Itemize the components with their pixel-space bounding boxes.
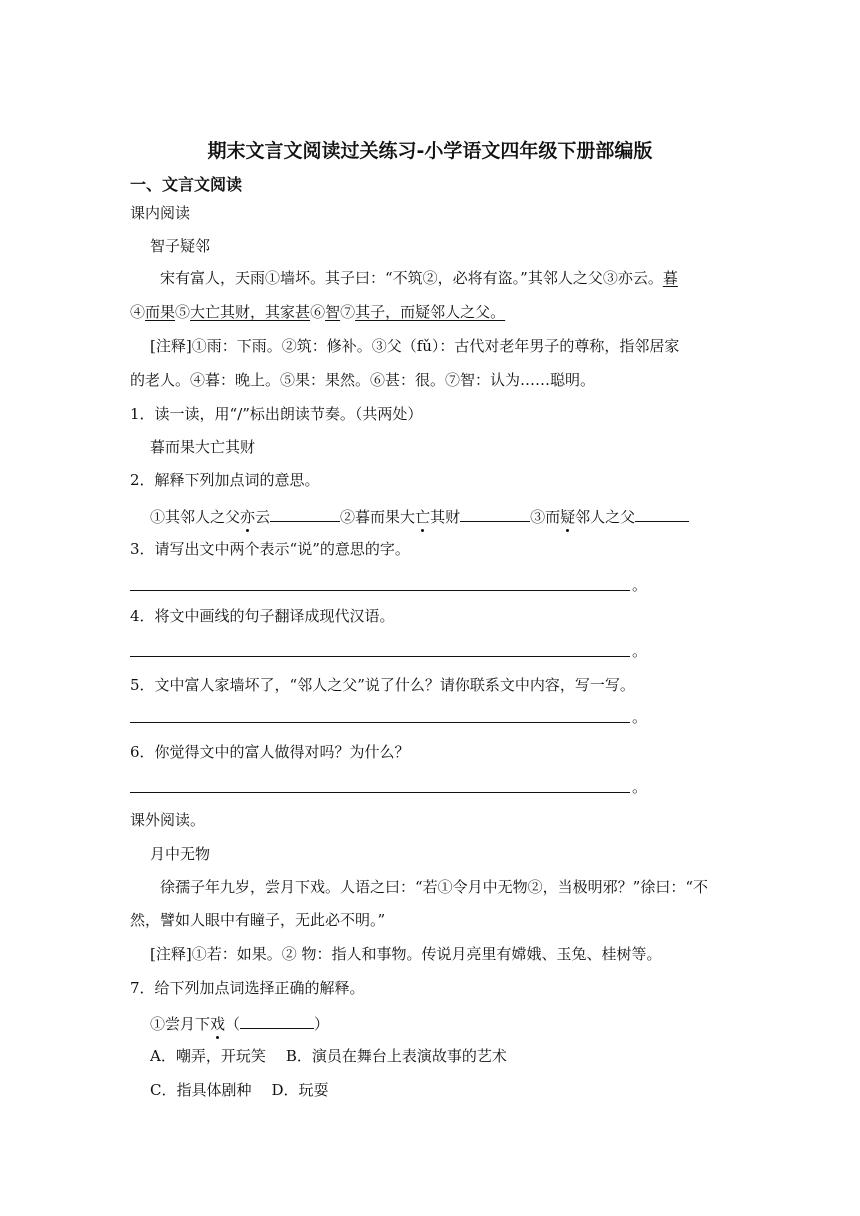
answer-line-3[interactable]: [130, 590, 630, 591]
q2-item-c-rest: 邻人之父: [575, 508, 636, 526]
options-row-2: [150, 1080, 329, 1100]
q2-item-b-rest: 其财: [430, 508, 461, 526]
q7-item-text: ①尝月下: [150, 1015, 211, 1033]
answer-blank[interactable]: [635, 504, 689, 522]
dotted-word: 亦: [240, 508, 256, 526]
label-outclass-reading: 课外阅读。: [130, 811, 206, 829]
question-2-items: [150, 504, 689, 527]
dotted-word: 疑: [560, 508, 576, 526]
passage1-title: 智子疑邻: [150, 237, 211, 255]
page-title: 期末文言文阅读过关练习-小学语文四年级下册部编版: [207, 140, 653, 162]
question-4: 4．将文中画线的句子翻译成现代汉语。: [130, 607, 395, 625]
period-mark: 。: [632, 642, 648, 660]
passage1-underlined: 大亡其财，其家甚: [190, 303, 311, 321]
q7-paren-open: （: [225, 1015, 241, 1033]
question-7-item: [150, 1011, 329, 1034]
question-1-sentence: 暮而果大亡其财: [150, 438, 256, 456]
answer-line-4[interactable]: [130, 656, 630, 657]
passage2-line1: 徐孺子年九岁，尝月下戏。人语之曰：“若①令月中无物②，当极明邪？”徐曰：“不: [160, 878, 709, 896]
answer-line-5[interactable]: [130, 722, 630, 723]
passage1-underlined: 而果: [145, 303, 176, 321]
q2-item-a: ①其邻人之父: [150, 508, 241, 526]
section-heading: 一、文言文阅读: [130, 175, 243, 194]
passage1-line1: [160, 268, 678, 288]
passage1-line2: [130, 302, 505, 322]
passage1-text: ⑤: [175, 303, 191, 321]
notes1-line1: [注释]①雨：下雨。②筑：修补。③父（fǔ）：古代对老年男子的尊称，指邻居家: [150, 337, 680, 355]
notes2: [注释]①若：如果。② 物：指人和事物。传说月亮里有嫦娥、玉兔、桂树等。: [150, 945, 662, 963]
option-d[interactable]: D．玩耍: [271, 1081, 329, 1099]
passage1-underlined: 暮: [662, 269, 678, 287]
question-1: 1．读一读，用“/”标出朗读节奏。（共两处）: [130, 405, 423, 423]
options-row-1: [150, 1046, 507, 1066]
q7-paren-close: ）: [314, 1015, 330, 1033]
q2-item-a-rest: 云: [255, 508, 271, 526]
option-b[interactable]: B．演员在舞台上表演故事的艺术: [285, 1047, 507, 1065]
dotted-word: 戏: [210, 1015, 226, 1033]
question-3: 3．请写出文中两个表示“说”的意思的字。: [130, 540, 410, 558]
question-7: 7．给下列加点词选择正确的解释。: [130, 979, 365, 997]
label-inclass-reading: 课内阅读: [130, 204, 191, 222]
passage1-text: ⑦: [340, 303, 356, 321]
answer-blank[interactable]: [460, 504, 530, 522]
passage2-title: 月中无物: [150, 845, 211, 863]
notes1-line2: 的老人。④暮：晚上。⑤果：果然。⑥甚：很。⑦智：认为……聪明。: [130, 371, 596, 389]
q2-item-c: ③而: [530, 508, 561, 526]
answer-blank[interactable]: [270, 504, 340, 522]
passage1-underlined: 其子，而疑邻人之父。: [355, 303, 506, 321]
period-mark: 。: [632, 708, 648, 726]
dotted-word: 亡: [415, 508, 431, 526]
passage2-line2: 然，譬如人眼中有瞳子，无此必不明。”: [130, 911, 386, 929]
period-mark: 。: [632, 778, 648, 796]
passage1-text: 宋有富人，天雨①墙坏。其子曰：“不筑②，必将有盗。”其邻人之父③亦云。: [160, 269, 663, 287]
question-2: 2．解释下列加点词的意思。: [130, 471, 320, 489]
passage1-text: ⑥: [310, 303, 326, 321]
period-mark: 。: [632, 576, 648, 594]
option-a[interactable]: A．嘲弄，开玩笑: [150, 1047, 266, 1065]
passage1-text: ④: [130, 303, 146, 321]
question-6: 6．你觉得文中的富人做得对吗？为什么？: [130, 743, 410, 761]
answer-line-6[interactable]: [130, 792, 630, 793]
q2-item-b: ②暮而果大: [340, 508, 416, 526]
passage1-underlined: 智: [325, 303, 341, 321]
answer-blank[interactable]: [240, 1011, 314, 1029]
option-c[interactable]: C．指具体剧种: [150, 1081, 252, 1099]
question-5: 5．文中富人家墙坏了，“邻人之父”说了什么？请你联系文中内容，写一写。: [130, 676, 635, 694]
